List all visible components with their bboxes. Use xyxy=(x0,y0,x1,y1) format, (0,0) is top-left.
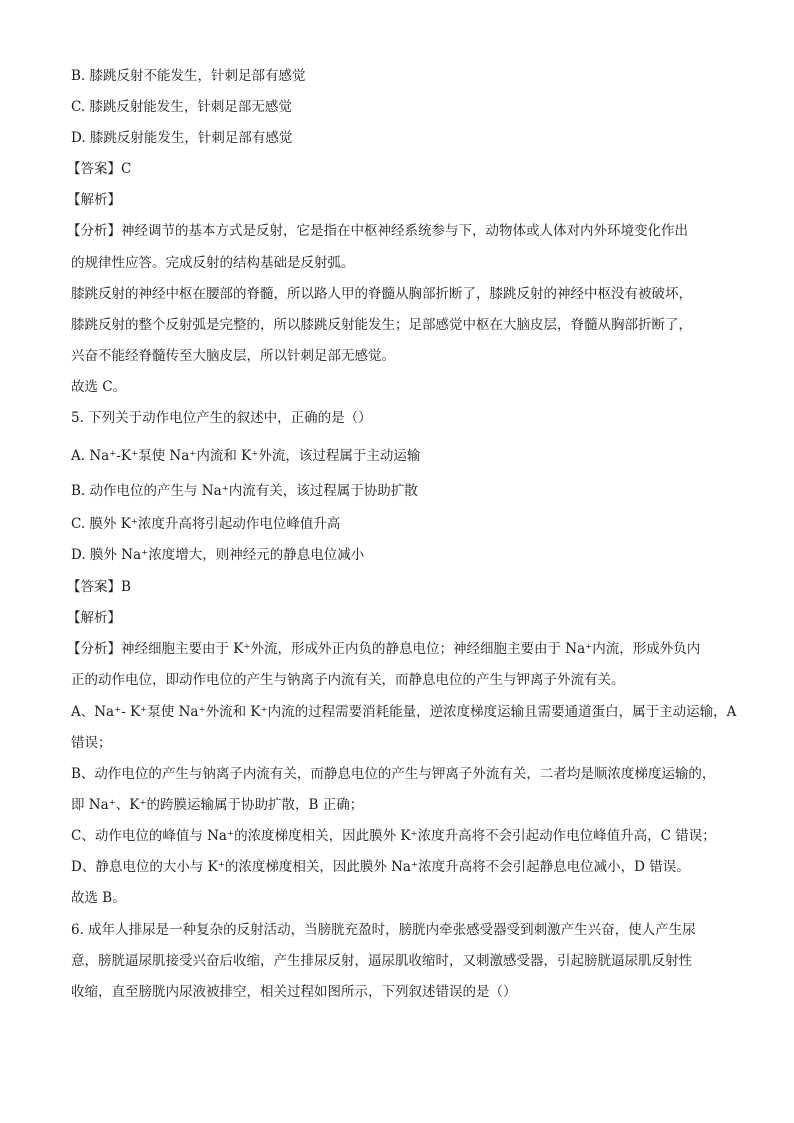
analysis-text: 膝跳反射的神经中枢在腰部的脊髓，所以路人甲的脊髓从胸部折断了，膝跳反射的神经中枢没有被破坏， xyxy=(71,286,692,302)
option-c-q5: C. 膜外 K⁺浓度升高将引起动作电位峰值升高 xyxy=(71,516,341,532)
option-c-q4: C. 膝跳反射能发生，针刺足部无感觉 xyxy=(71,99,292,115)
option-a-q5: A. Na⁺-K⁺泵使 Na⁺内流和 K⁺外流，该过程属于主动运输 xyxy=(71,448,421,464)
analysis-text: B、动作电位的产生与钠离子内流有关，而静息电位的产生与钾离子外流有关，二者均是顺浓度梯度运输的， xyxy=(71,766,716,782)
option-b-q4: B. 膝跳反射不能发生，针刺足部有感觉 xyxy=(71,68,306,84)
question-5-stem: 5. 下列关于动作电位产生的叙述中，正确的是（） xyxy=(71,410,372,426)
analysis-text: 正的动作电位，即动作电位的产生与钠离子内流有关，而静息电位的产生与钾离子外流有关。 xyxy=(71,672,625,688)
analysis-heading-q4: 【解析】 xyxy=(67,192,121,208)
analysis-text: 【分析】神经细胞主要由于 K⁺外流，形成外正内负的静息电位；神经细胞主要由于 Na⁺内流，形成外负内 xyxy=(67,641,701,657)
question-6-stem: 意，膀胱逼尿肌接受兴奋后收缩，产生排尿反射，逼尿肌收缩时，又刺激感受器，引起膀胱逼尿肌反射性 xyxy=(71,953,692,969)
analysis-text: C、动作电位的峰值与 Na⁺的浓度梯度相关，因此膜外 K⁺浓度升高将不会引起动作电位峰值升高，C 错误； xyxy=(71,828,716,844)
question-6-stem: 6. 成年人排尿是一种复杂的反射活动，当膀胱充盈时，膀胱内牵张感受器受到刺激产生兴奋，使人产生尿 xyxy=(71,922,696,938)
analysis-text: D、静息电位的大小与 K⁺的浓度梯度相关，因此膜外 Na⁺浓度升高将不会引起静息电位减小，D 错误。 xyxy=(71,859,690,875)
analysis-text: 膝跳反射的整个反射弧是完整的，所以膝跳反射能发生；足部感觉中枢在大脑皮层，脊髓从胸部折断了， xyxy=(71,317,692,333)
analysis-text: A、Na⁺- K⁺泵使 Na⁺外流和 K⁺内流的过程需要消耗能量，逆浓度梯度运输且需要通道蛋白，属于主动运输，A xyxy=(71,704,737,720)
analysis-text: 【分析】神经调节的基本方式是反射，它是指在中枢神经系统参与下，动物体或人体对内外环境变化作出 xyxy=(67,223,688,239)
question-6-stem: 收缩，直至膀胱内尿液被排空，相关过程如图所示，下列叙述错误的是（） xyxy=(71,984,517,1000)
conclusion-q5: 故选 B。 xyxy=(71,890,126,906)
conclusion-q4: 故选 C。 xyxy=(71,379,127,395)
analysis-text: 错误； xyxy=(71,735,112,751)
analysis-heading-q5: 【解析】 xyxy=(67,610,121,626)
analysis-text: 兴奋不能经脊髓传至大脑皮层，所以针刺足部无感觉。 xyxy=(71,348,395,364)
analysis-text: 的规律性应答。完成反射的结构基础是反射弧。 xyxy=(71,255,355,271)
option-d-q4: D. 膝跳反射能发生，针刺足部有感觉 xyxy=(71,130,293,146)
option-b-q5: B. 动作电位的产生与 Na⁺内流有关，该过程属于协助扩散 xyxy=(71,483,418,499)
answer-q4: 【答案】C xyxy=(67,161,132,177)
answer-q5: 【答案】B xyxy=(67,579,131,595)
option-d-q5: D. 膜外 Na⁺浓度增大，则神经元的静息电位减小 xyxy=(71,547,365,563)
analysis-text: 即 Na⁺、K⁺的跨膜运输属于协助扩散，B 正确； xyxy=(71,797,364,813)
